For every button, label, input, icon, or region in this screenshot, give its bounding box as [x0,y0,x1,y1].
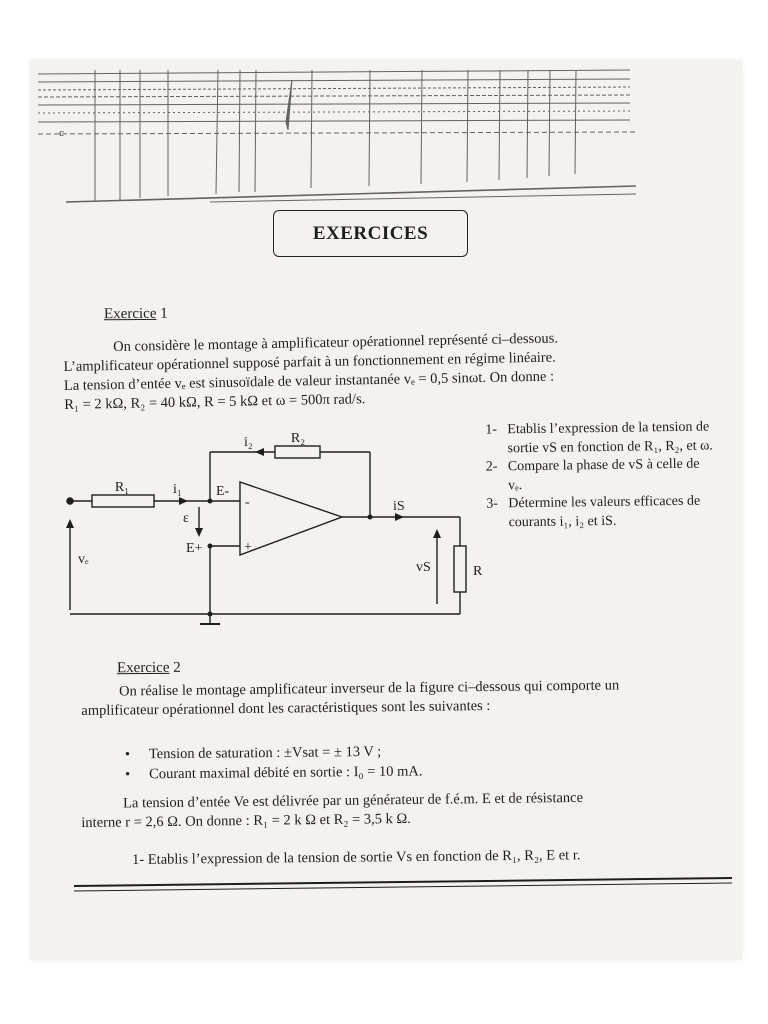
exercise-2-given-line: La tension d’entée Ve est délivrée par un générateur de f.é.m. E et de résistance [123,789,584,812]
node-e-minus [208,499,213,504]
resistor-r2 [275,446,320,458]
question-number: 1- [485,422,498,438]
exercise-2-question: 1- Etablis l’expression de la tension de sortie Vs en fonction de R₁, R₂, E et r. [132,847,581,868]
worksheet-page [30,60,742,960]
page-title [273,210,468,257]
resistor-r1 [92,495,154,507]
bottom-double-rule [30,860,742,900]
question-number: 2- [485,459,498,475]
question-text: Détermine les valeurs efficaces de courants i₁, i₂ et iS. [508,493,701,530]
node-ground [208,612,213,617]
exercise-2-heading-number: 2 [169,659,181,676]
label-vs: vS [416,560,431,575]
header-table-remnant [30,60,742,220]
label-e-plus: E+ [186,541,203,556]
exercise-1-heading-number: 1 [156,305,168,322]
exercise-2-given [81,787,711,833]
vs-arrow-head [433,529,441,538]
i1-arrow-head [179,497,188,505]
label-e-minus: E- [216,484,230,499]
label-ve: vₑ [78,552,89,567]
input-terminal [67,498,73,504]
exercise-2-heading [117,660,181,677]
node-e-plus [208,544,213,549]
exercise-2-intro [81,675,711,721]
spec-text: Courant maximal débité en sortie : I₀ = 10 mA. [149,763,423,783]
exercise-1-heading-word: Exercice [103,305,157,323]
spec-text: Tension de saturation : ±Vsat = ± 13 V ; [148,743,382,763]
label-epsilon: ε [183,511,189,526]
i2-arrow-head [255,448,264,456]
exercise-1-questions [485,418,717,532]
op-amp-plus-sign: + [244,540,252,555]
exercise-2-given-line: interne r = 2,6 Ω. On donne : R₁ = 2 k Ω et R₂ = 3,5 k Ω. [81,810,411,831]
label-is: iS [393,499,405,514]
exercise-1-intro-line: R₁ = 2 kΩ, R₂ = 40 kΩ, R = 5 kΩ et ω = 500π rad/s. [64,391,366,413]
op-amp-circuit-diagram [60,430,483,630]
op-amp-symbol [240,482,342,555]
exercise-2-specs [125,741,423,784]
node-output [368,515,373,520]
page-title-text: EXERCICES [312,222,429,244]
label-i1: i₁ [173,482,182,497]
label-i2: i₂ [244,435,253,450]
op-amp-minus-sign: - [245,495,250,510]
exercise-2-intro-line: amplificateur opérationnel dont les caractéristiques sont les suivantes : [81,698,491,719]
question-number: 3- [486,496,499,512]
spec-item [125,761,423,784]
label-r2: R₂ [290,431,306,446]
epsilon-arrow-head [195,528,203,537]
ve-arrow-head [66,519,74,528]
label-r: R [473,564,483,579]
question-text: Etablis l’expression de la tension de sortie vS en fonction de R₁, R₂, et ω. [507,419,713,456]
exercise-1-intro-line: L’amplificateur opérationnel supposé parfait à un fonctionnement en régime linéaire. [63,349,556,375]
is-arrow-head [395,513,404,521]
bullet: • [124,746,131,763]
exercise-1-question [486,492,716,532]
label-r1: R₁ [114,480,130,495]
bullet: • [125,766,131,783]
exercise-2-intro-line: On réalise le montage amplificateur inverseur de la figure ci–dessous qui comporte un [119,677,620,700]
corner-mark: c [59,127,64,139]
exercise-1-intro-line: On considère le montage à amplificateur opérationnel représenté ci–dessous. [113,330,559,356]
question-text: Compare la phase de vS à celle de vₑ. [507,456,700,493]
exercise-1-intro-line: La tension d’entée vₑ est sinusoïdale de valeur instantanée vₑ = 0,5 sinωt. On donne : [63,368,555,394]
exercise-2-heading-word: Exercice [116,659,170,677]
exercise-1-heading [104,306,168,324]
exercise-1-question [486,455,716,495]
exercise-1-question [485,418,715,458]
resistor-r-load [454,546,466,592]
exercise-1-intro [63,327,664,415]
